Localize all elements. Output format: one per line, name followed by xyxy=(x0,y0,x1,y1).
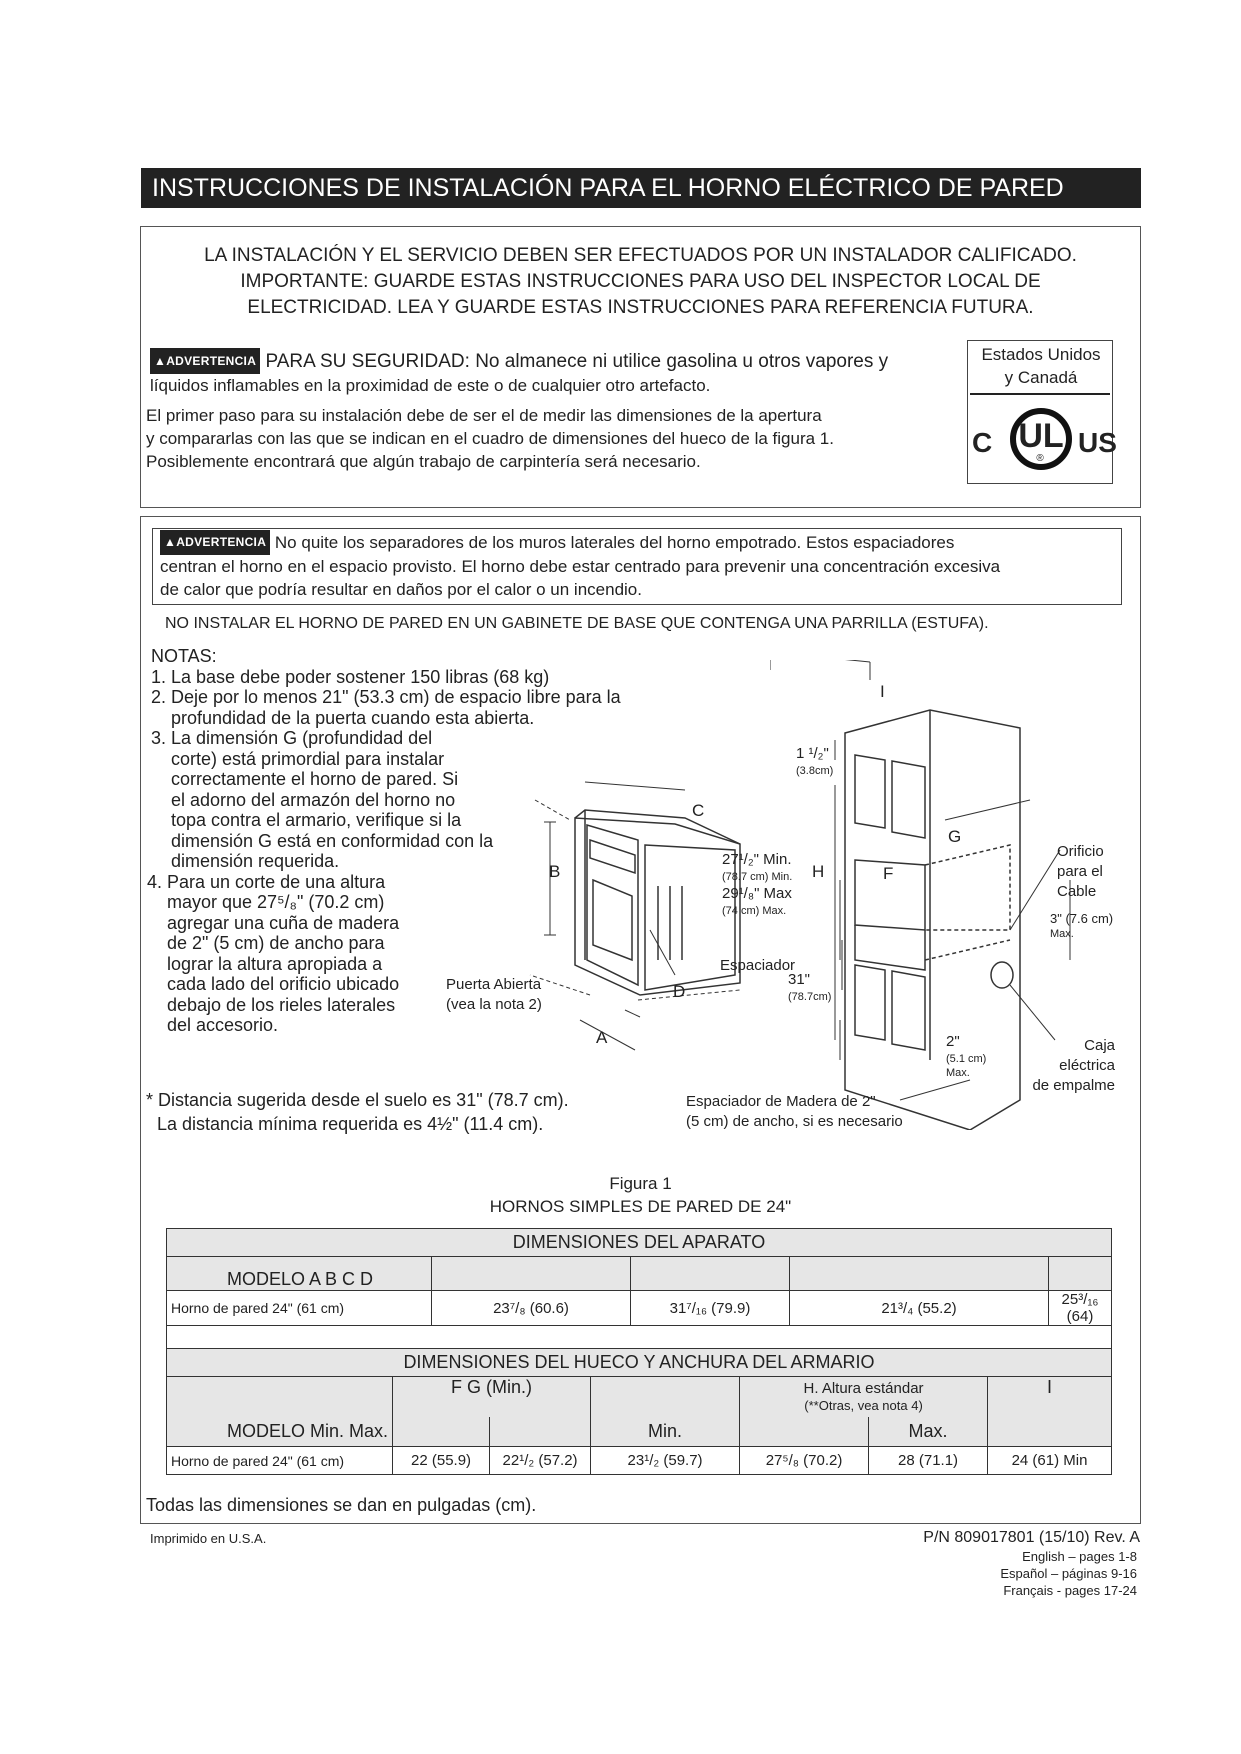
note-line: debajo de los rieles laterales xyxy=(167,994,396,1015)
note-line: 2. Deje por lo menos 21" (53.3 cm) de espacio libre para la xyxy=(151,687,621,707)
page-title: INSTRUCCIONES DE INSTALACIÓN PARA EL HORNO ELÉCTRICO DE PARED xyxy=(141,168,1141,208)
ul-c-letter: C xyxy=(972,427,993,458)
table-row xyxy=(167,1447,1112,1475)
warning2-line-3: de calor que podría resultar en daños por el calor o un incendio. xyxy=(160,580,642,599)
table-cell: 28 (71.1) xyxy=(869,1447,988,1475)
table-cell: 22 (55.9) xyxy=(393,1447,490,1475)
figure-label: Figura 1 xyxy=(609,1174,672,1193)
table-cell: 25³/₁₆ (64) xyxy=(1049,1291,1112,1326)
table-cell: 21³/₄ (55.2) xyxy=(790,1291,1049,1326)
note-line: cada lado del orificio ubicado xyxy=(167,974,400,994)
note-line: profundidad de la puerta cuando esta abierta. xyxy=(171,707,535,728)
distance-line-1: * Distancia sugerida desde el suelo es 31" (78.7 cm). xyxy=(146,1090,569,1110)
table2-h-header xyxy=(740,1377,988,1417)
height-31-label xyxy=(788,970,831,1004)
note-line: correctamente el horno de pared. Si xyxy=(171,769,459,789)
spacer-label: Espaciador xyxy=(720,957,796,974)
intro-text xyxy=(140,243,1141,321)
english-pages: English – pages 1-8 xyxy=(1022,1549,1137,1564)
part-number: P/N 809017801 (15/10) Rev. A xyxy=(923,1529,1140,1546)
warning-triangle-icon: ▲ xyxy=(154,354,167,368)
dim-label-c: C xyxy=(692,801,705,820)
warning1-line-2: líquidos inflamables en la proximidad de este o de cualquier otro artefacto. xyxy=(150,376,711,395)
cert-divider xyxy=(970,393,1110,395)
first-step-text xyxy=(146,404,966,473)
notes-heading: NOTAS: xyxy=(151,646,217,666)
french-pages: Français - pages 17-24 xyxy=(1003,1583,1137,1598)
three-inch: 3" (7.6 cm) xyxy=(1050,911,1114,926)
max-height: 29¹/₈" Max xyxy=(722,885,792,902)
table2-h-label: H. Altura estándar xyxy=(803,1379,924,1397)
printed-in: Imprimido en U.S.A. xyxy=(150,1531,267,1546)
wood-line-2: (5 cm) de ancho, si es necesario xyxy=(686,1113,903,1130)
note-line: 1. La base debe poder sostener 150 libras (68 kg) xyxy=(151,666,550,687)
cable-line-3: Cable xyxy=(1057,883,1097,900)
junction-line-3: de empalme xyxy=(1032,1077,1115,1094)
intro-line-1: LA INSTALACIÓN Y EL SERVICIO DEBEN SER EFECTUADOS POR UN INSTALADOR CALIFICADO. xyxy=(204,245,1077,266)
top-gap: 1 ¹/₂" xyxy=(796,745,829,762)
door-open-line-2: (vea la nota 2) xyxy=(446,996,542,1013)
appliance-dimensions-table xyxy=(166,1228,1112,1354)
warning-triangle-icon: ▲ xyxy=(164,535,177,549)
dim-label-f: F xyxy=(883,864,894,883)
height-range-label xyxy=(722,850,792,918)
height-31-cm: (78.7cm) xyxy=(788,991,832,1003)
warning-separators xyxy=(160,530,1120,601)
wood-spacer-label xyxy=(686,1092,903,1132)
warning-badge xyxy=(150,348,260,374)
figure-caption xyxy=(140,1172,1141,1218)
note-line: lograr la altura apropiada a xyxy=(167,953,383,974)
three-inch-max: Max. xyxy=(1050,928,1074,940)
note-line: dimensión requerida. xyxy=(171,851,340,871)
door-open-line-1: Puerta Abierta xyxy=(446,976,542,993)
table-cell: Horno de pared 24" (61 cm) xyxy=(167,1291,432,1326)
note-line: dimensión G está en conformidad con la xyxy=(171,830,494,851)
note-line: 3. La dimensión G (profundidad del xyxy=(151,728,433,748)
table-cell: 27⁵/₈ (70.2) xyxy=(740,1447,869,1475)
certification-box xyxy=(967,340,1117,484)
table2-min-label: Min. xyxy=(591,1417,740,1447)
cutout-dimensions-table xyxy=(166,1348,1112,1475)
dim-label-h: H xyxy=(812,862,825,881)
cert-line-1: Estados Unidos xyxy=(981,345,1101,364)
all-dimensions-note: Todas las dimensiones se dan en pulgadas (cm). xyxy=(146,1495,537,1515)
table-cell: 23¹/₂ (59.7) xyxy=(591,1447,740,1475)
ul-mark: UL xyxy=(1018,417,1064,455)
note-line: corte) está primordial para instalar xyxy=(171,748,445,769)
footer-right xyxy=(800,1527,1140,1599)
top-gap-cm: (3.8cm) xyxy=(796,765,834,777)
dim-label-a: A xyxy=(596,1028,608,1047)
wood-line-1: Espaciador de Madera de 2" xyxy=(686,1093,876,1110)
note-line: agregar una cuña de madera xyxy=(167,912,400,933)
junction-line-1: Caja xyxy=(1084,1037,1115,1054)
warning-badge-2 xyxy=(160,530,270,555)
distance-note xyxy=(146,1088,569,1136)
warning2-line-1: No quite los separadores de los muros laterales del horno empotrado. Estos espaciadores xyxy=(274,533,955,552)
table2-col-label: MODELO Min. Max. xyxy=(167,1417,393,1447)
table1-col-label: MODELO A B C D xyxy=(167,1257,432,1291)
cable-line-2: para el xyxy=(1057,863,1103,880)
intro-line-2: IMPORTANTE: GUARDE ESTAS INSTRUCCIONES PARA USO DEL INSPECTOR LOCAL DE xyxy=(240,271,1041,292)
table1-header: DIMENSIONES DEL APARATO xyxy=(167,1229,1112,1257)
dim-label-d: D xyxy=(673,982,686,1001)
warning2-badge-label: ADVERTENCIA xyxy=(176,535,267,549)
min-height: 27¹/₂" Min. xyxy=(722,851,792,868)
junction-line-2: eléctrica xyxy=(1059,1057,1115,1074)
ul-logo-icon xyxy=(968,405,1117,477)
note-line: el adorno del armazón del horno no xyxy=(171,789,456,810)
dim-label-g: G xyxy=(948,827,962,846)
note-line: de 2" (5 cm) de ancho para xyxy=(167,933,385,953)
dim-label-b: B xyxy=(549,862,561,881)
table-row xyxy=(167,1291,1112,1326)
three-inch-label xyxy=(1050,910,1113,941)
table2-max-label: Max. xyxy=(869,1417,988,1447)
note-line: del accesorio. xyxy=(167,1015,279,1035)
gap-2-cm: (5.1 cm) xyxy=(946,1053,987,1065)
note-line: 4. Para un corte de una altura xyxy=(147,871,386,892)
table-cell: 31⁷/₁₆ (79.9) xyxy=(631,1291,790,1326)
warning1-line-1: PARA SU SEGURIDAD: No almanece ni utilice gasolina u otros vapores y xyxy=(265,351,889,372)
cable-line-1: Orificio xyxy=(1057,843,1104,860)
gap-2-max: Max. xyxy=(946,1067,970,1079)
junction-box-label xyxy=(1005,1036,1115,1096)
figure-title: HORNOS SIMPLES DE PARED DE 24" xyxy=(489,1197,792,1216)
no-install-notice: NO INSTALAR EL HORNO DE PARED EN UN GABINETE DE BASE QUE CONTENGA UNA PARRILLA (ESTUFA). xyxy=(165,615,989,632)
top-gap-label xyxy=(796,744,833,778)
ul-us-letters: US xyxy=(1078,427,1117,458)
spanish-pages: Español – páginas 9-16 xyxy=(1000,1566,1137,1581)
table2-h-note: (**Otras, vea nota 4) xyxy=(804,1397,923,1413)
table-cell: 24 (61) Min xyxy=(988,1447,1112,1475)
door-open-label xyxy=(446,975,542,1015)
note-line: topa contra el armario, verifique si la xyxy=(171,810,462,830)
table-cell: 23⁷/₈ (60.6) xyxy=(432,1291,631,1326)
gap-2-label xyxy=(946,1032,986,1080)
min-height-cm: (78.7 cm) Min. xyxy=(722,871,793,883)
table-cell: 22¹/₂ (57.2) xyxy=(490,1447,591,1475)
table2-header: DIMENSIONES DEL HUECO Y ANCHURA DEL ARMARIO xyxy=(167,1349,1112,1377)
cert-line-2: y Canadá xyxy=(1004,368,1078,387)
first-step-line-3: Posiblemente encontrará que algún trabajo de carpintería será necesario. xyxy=(146,452,701,471)
table2-fg-header: F G (Min.) xyxy=(393,1377,591,1417)
height-31: 31" xyxy=(788,971,811,988)
note-line: mayor que 27⁵/₈" (70.2 cm) xyxy=(167,892,385,912)
max-height-cm: (74 cm) Max. xyxy=(722,905,787,917)
warning-badge-label: ADVERTENCIA xyxy=(166,354,257,368)
table-cell: Horno de pared 24" (61 cm) xyxy=(167,1447,393,1475)
warning-safety xyxy=(150,348,950,397)
cable-hole-label xyxy=(1057,842,1104,902)
warning2-line-2: centran el horno en el espacio provisto. El horno debe estar centrado para prevenir una concentración excesiva xyxy=(160,557,1001,576)
first-step-line-2: y compararlas con las que se indican en el cuadro de dimensiones del hueco de la figura 1. xyxy=(146,429,834,448)
dim-label-i: I xyxy=(880,682,885,701)
distance-line-2: La distancia mínima requerida es 4½" (11.4 cm). xyxy=(157,1114,544,1134)
first-step-line-1: El primer paso para su instalación debe de ser el de medir las dimensiones de la apertura xyxy=(146,406,822,425)
ul-registered: ® xyxy=(1036,453,1044,464)
table2-i-header: I xyxy=(988,1377,1112,1417)
gap-2: 2" xyxy=(946,1033,960,1050)
intro-line-3: ELECTRICIDAD. LEA Y GUARDE ESTAS INSTRUCCIONES PARA REFERENCIA FUTURA. xyxy=(247,297,1034,318)
